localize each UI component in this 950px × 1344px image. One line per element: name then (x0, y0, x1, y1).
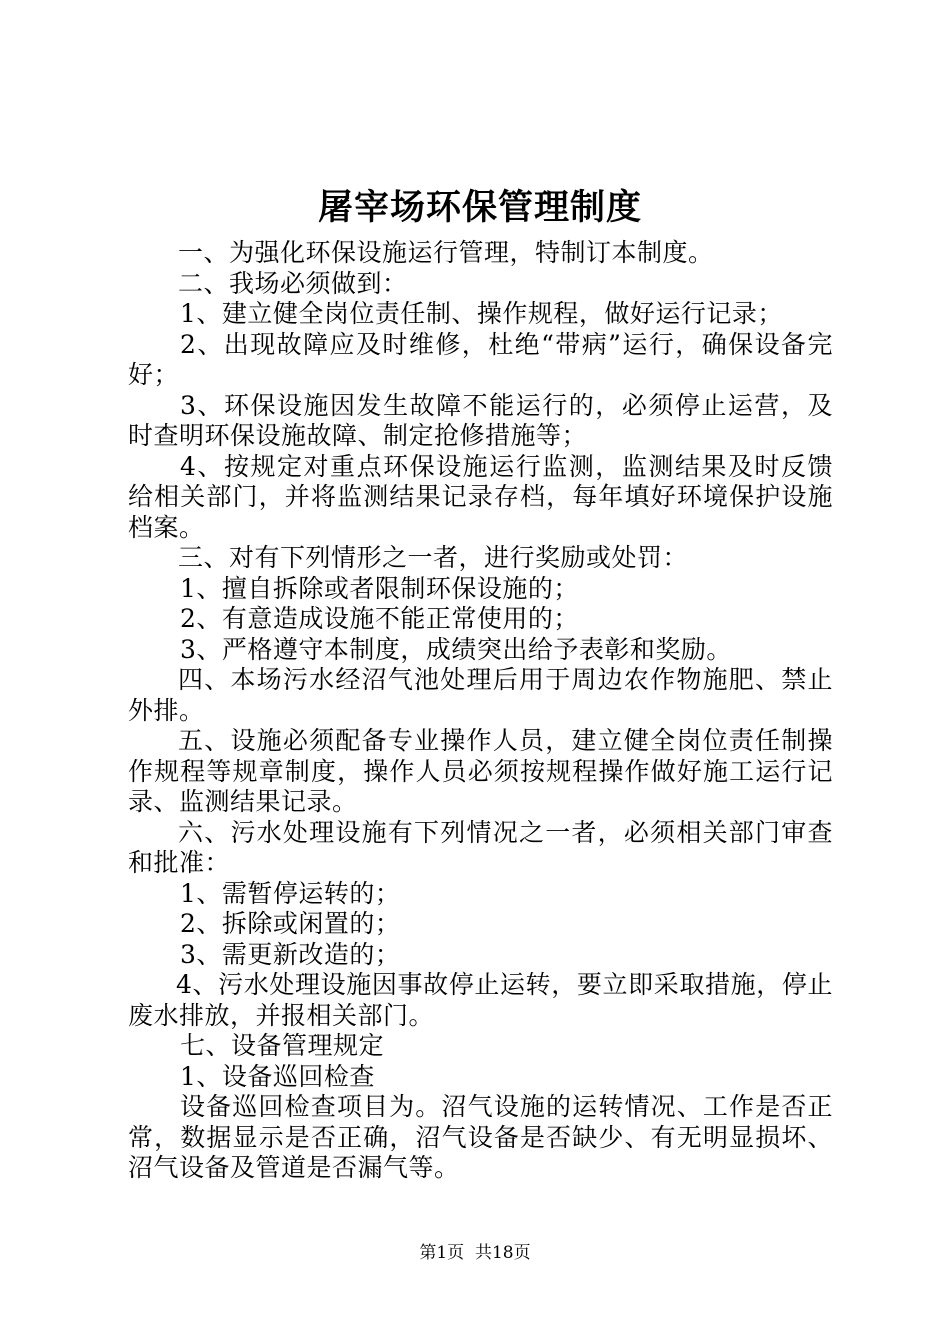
paragraph: 3、严格遵守本制度，成绩突出给予表彰和奖励。 (180, 634, 732, 664)
paragraph: 4、污水处理设施因事故停止运转，要立即采取措施，停止废水排放，并报相关部门。 (128, 970, 833, 1030)
page-footer (0, 1242, 950, 1264)
document-title: 屠宰场环保管理制度 (317, 187, 642, 228)
paragraph: 3、需更新改造的； (180, 939, 401, 969)
paragraph: 六、污水处理设施有下列情况之一者，必须相关部门审查和批准： (128, 817, 833, 877)
page-number: 第1页 共18页 (419, 1243, 531, 1263)
paragraph: 七、设备管理规定 (180, 1031, 385, 1060)
paragraph: 2、有意造成设施不能正常使用的； (180, 604, 579, 633)
paragraph: 二、我场必须做到： (178, 268, 408, 298)
paragraph: 2、拆除或闲置的； (180, 909, 401, 938)
paragraph: 1、擅自拆除或者限制环保设施的； (180, 573, 579, 603)
paragraph: 1、设备巡回检查 (180, 1061, 375, 1091)
paragraph: 一、为强化环保设施运行管理，特制订本制度。 (178, 238, 714, 267)
paragraph: 1、需暂停运转的； (180, 878, 401, 908)
paragraph: 3、环保设施因发生故障不能运行的，必须停止运营，及时查明环保设施故障、制定抢修措施等； (128, 390, 833, 450)
paragraph: 五、设施必须配备专业操作人员，建立健全岗位责任制操作规程等规章制度，操作人员必须按规程操作做好施工运行记录、监测结果记录。 (128, 726, 833, 816)
paragraph: 三、对有下列情形之一者，进行奖励或处罚： (178, 543, 689, 572)
document-body (128, 238, 833, 1184)
paragraph: 四、本场污水经沼气池处理后用于周边农作物施肥、禁止外排。 (128, 665, 833, 725)
paragraph: 设备巡回检查项目为。沼气设施的运转情况、工作是否正常，数据显示是否正确，沼气设备是否缺少、有无明显损坏、沼气设备及管道是否漏气等。 (128, 1092, 833, 1182)
paragraph: 1、建立健全岗位责任制、操作规程，做好运行记录； (180, 299, 783, 328)
paragraph: 4、按规定对重点环保设施运行监测，监测结果及时反馈给相关部门，并将监测结果记录存档，每年填好环境保护设施档案。 (128, 451, 833, 542)
paragraph: 2、出现故障应及时维修，杜绝“带病”运行，确保设备完好； (128, 329, 833, 389)
